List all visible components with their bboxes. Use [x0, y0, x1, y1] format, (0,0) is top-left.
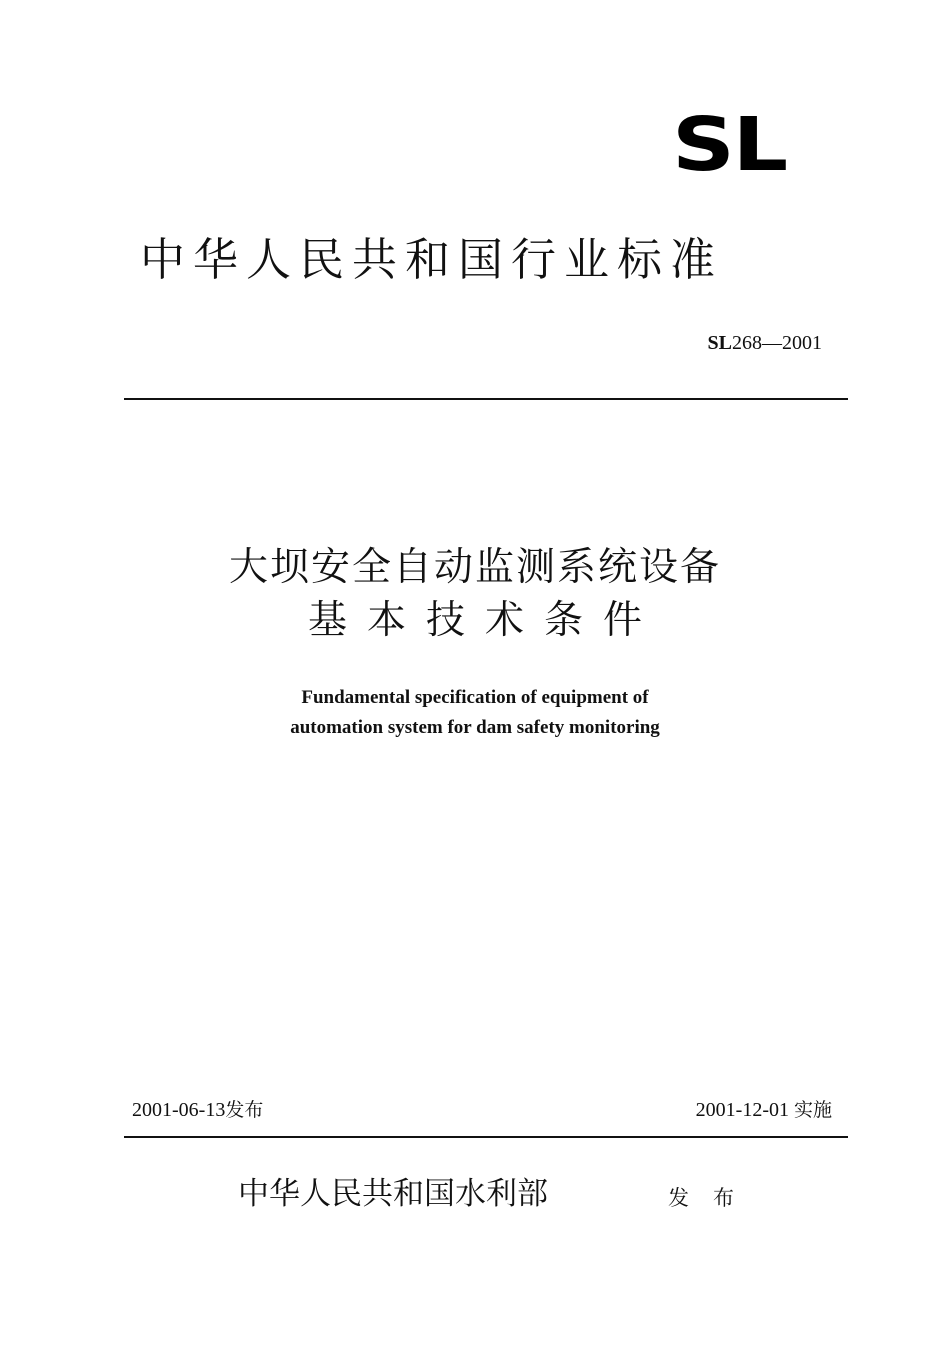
implementation-date-label: 实施 — [793, 1099, 832, 1121]
bottom-divider — [124, 1136, 848, 1138]
publisher-name: 中华人民共和国水利部 — [238, 1176, 548, 1212]
issue-date — [132, 1096, 263, 1124]
standard-code — [708, 330, 822, 356]
top-divider — [124, 398, 848, 400]
english-title-line-1: Fundamental specification of equipment of — [301, 687, 649, 708]
implementation-date — [696, 1096, 832, 1124]
standard-code-number: 268—2001 — [732, 332, 822, 354]
standard-heading: 中华人民共和国行业标准 — [140, 233, 724, 286]
document-title-line-1: 大坝安全自动监测系统设备 — [228, 545, 721, 590]
issue-date-value: 2001-06-13 — [132, 1099, 226, 1121]
implementation-date-value: 2001-12-01 — [695, 1099, 789, 1121]
document-title-line-2: 基本技术条件 — [307, 598, 662, 643]
english-title-line-2: automation system for dam safety monitoring — [290, 717, 660, 738]
publish-label: 发布 — [668, 1186, 758, 1210]
standard-code-prefix: SL — [707, 332, 732, 354]
issue-date-label: 发布 — [225, 1099, 264, 1121]
sl-logo: SL — [672, 102, 786, 188]
